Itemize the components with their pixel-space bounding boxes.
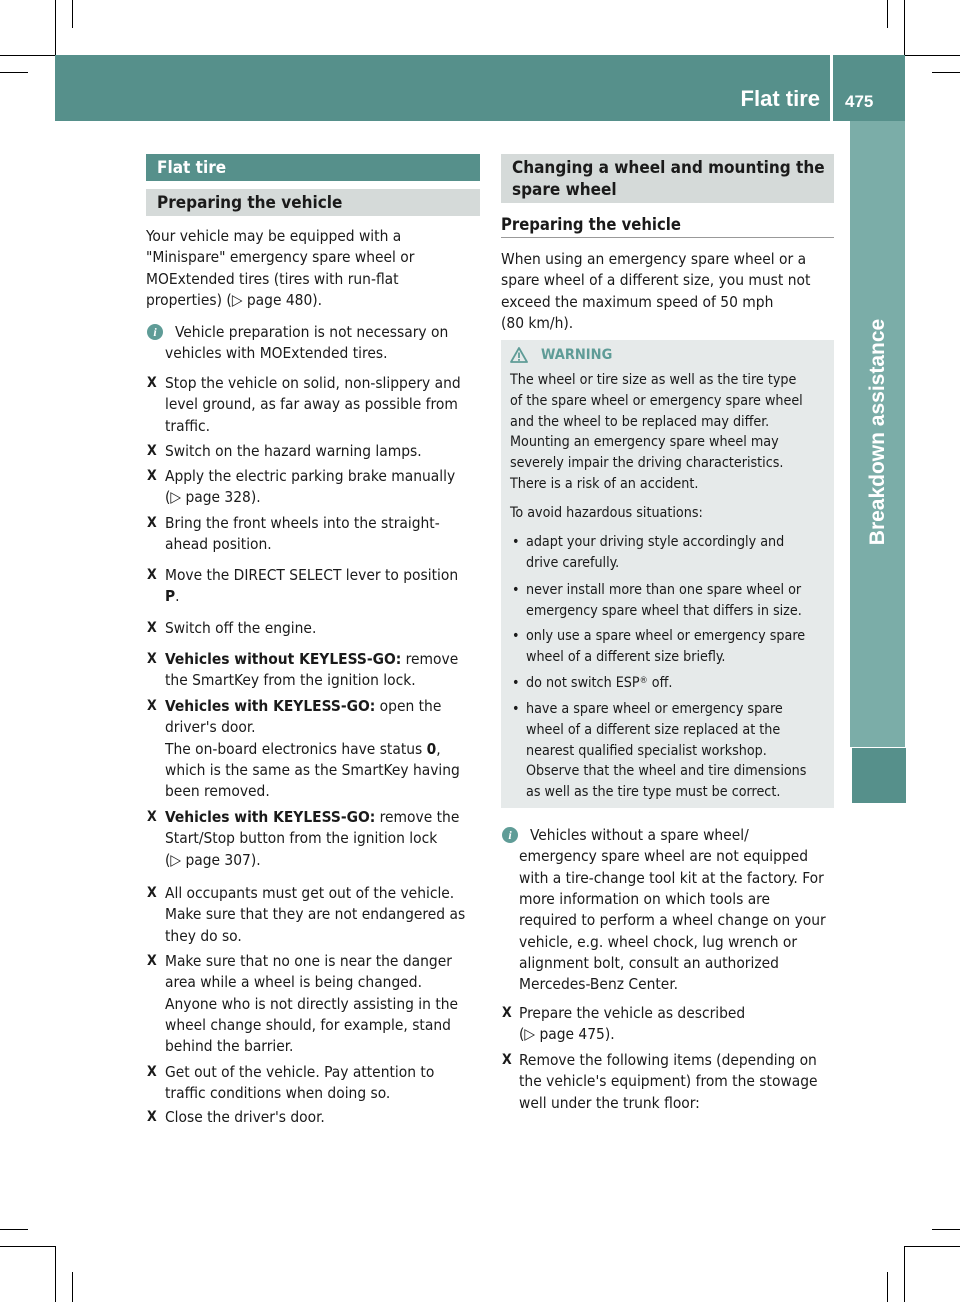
step-line: the SmartKey from the ignition lock. <box>165 671 416 690</box>
warning-bullet-line: as well as the tire type must be correct. <box>526 784 781 801</box>
crop-mark <box>0 55 55 56</box>
bullet-icon: • <box>512 628 520 644</box>
section-title-line: spare wheel <box>512 180 617 200</box>
step-line: P. <box>165 587 180 606</box>
position-letter: P <box>165 587 176 606</box>
warning-bullet-line: have a spare wheel or emergency spare <box>526 701 783 717</box>
step-line: (▷ page 328). <box>165 488 261 507</box>
note-line: vehicles with MOExtended tires. <box>165 344 388 363</box>
step-line: Start/Stop button from the ignition lock <box>165 829 438 848</box>
step-label-bold: Vehicles with KEYLESS-GO: <box>165 808 376 826</box>
crop-mark <box>0 1246 55 1247</box>
crop-mark <box>905 1246 960 1247</box>
step-line: Anyone who is not directly assisting in the <box>165 994 459 1013</box>
crop-mark <box>0 72 28 73</box>
step-line: Make sure that no one is near the danger <box>165 952 452 970</box>
status-value: 0 <box>426 739 437 758</box>
warning-line: and the wheel to be replaced may differ. <box>510 413 770 430</box>
bullet-icon: • <box>512 675 520 691</box>
crop-mark <box>55 0 56 55</box>
crop-mark <box>72 1272 73 1302</box>
note-line: alignment bolt, consult an authorized <box>519 953 779 972</box>
step-marker-icon: X <box>502 1005 512 1021</box>
subsection-title: Preparing the vehicle <box>146 189 480 216</box>
page-number: 475 <box>845 92 874 111</box>
step-line: level ground, as far away as possible from <box>165 395 458 414</box>
step-marker-icon: X <box>147 515 157 531</box>
warning-bullet-line: do not switch ESP® off. <box>526 675 673 691</box>
section-title-line: Changing a wheel and mounting the <box>512 158 825 178</box>
warning-bullet-line: never install more than one spare wheel or <box>526 582 802 598</box>
step-line: Make sure that they are not endangered as <box>165 905 466 924</box>
step-marker-icon: X <box>147 443 157 459</box>
crop-mark <box>72 0 73 28</box>
step-line: Switch on the hazard warning lamps. <box>165 442 422 460</box>
step-line <box>165 807 459 828</box>
header-title: Flat tire <box>740 86 820 111</box>
step-marker-icon: X <box>147 567 157 583</box>
warning-title: WARNING <box>541 347 613 363</box>
intro-line: spare wheel of a different size, you must not <box>501 271 811 290</box>
step-line: Remove the following items (depending on <box>519 1051 817 1069</box>
step-label-bold: Vehicles without KEYLESS-GO: <box>165 650 402 668</box>
bullet-icon: • <box>512 534 520 550</box>
step-marker-icon: X <box>147 698 157 714</box>
step-text: remove <box>401 650 459 668</box>
section-title: Flat tire <box>146 154 480 181</box>
intro-line: properties) (▷ page 480). <box>146 290 323 309</box>
step-line: behind the barrier. <box>165 1037 294 1056</box>
warning-icon <box>510 347 528 363</box>
warning-bullet-line: wheel of a different size replaced at the <box>526 721 781 738</box>
step-label-bold: Vehicles with KEYLESS-GO: <box>165 697 376 715</box>
registered-mark: ® <box>639 676 648 686</box>
subheading-rule <box>501 237 834 238</box>
step-line: Bring the front wheels into the straight- <box>165 514 440 532</box>
step-line <box>165 649 458 670</box>
warning-line: There is a risk of an accident. <box>510 476 699 492</box>
step-line: the vehicle's equipment) from the stowage <box>519 1072 818 1091</box>
warning-line: To avoid hazardous situations: <box>510 505 703 521</box>
step-line: well under the trunk floor: <box>519 1093 700 1112</box>
step-marker-icon: X <box>147 1109 157 1125</box>
info-icon: i <box>502 827 518 843</box>
intro-line: (80 km/h). <box>501 313 574 332</box>
warning-bullet-line: nearest qualified specialist workshop. <box>526 742 767 759</box>
crop-mark <box>0 1229 28 1230</box>
note-line: required to perform a wheel change on your <box>519 911 826 930</box>
note-line: vehicle, e.g. wheel chock, lug wrench or <box>519 932 798 951</box>
bullet-icon: • <box>512 701 520 717</box>
crop-mark <box>887 1272 888 1302</box>
warning-line: The wheel or tire size as well as the tire type <box>510 372 797 388</box>
step-marker-icon: X <box>147 1064 157 1080</box>
step-line: driver's door. <box>165 718 256 737</box>
step-marker-icon: X <box>147 953 157 969</box>
step-line: area while a wheel is being changed. <box>165 973 422 992</box>
section-title <box>501 154 834 203</box>
note-line: Vehicles without a spare wheel/ <box>530 826 749 844</box>
info-icon: i <box>147 324 163 340</box>
warning-line: Mounting an emergency spare wheel may <box>510 434 779 451</box>
crop-mark <box>887 0 888 28</box>
step-line: been removed. <box>165 782 270 801</box>
warning-bullet-line: emergency spare wheel that differs in size. <box>526 602 802 619</box>
crop-mark <box>905 55 960 56</box>
step-marker-icon: X <box>147 375 157 391</box>
warning-bullet-line: only use a spare wheel or emergency spare <box>526 628 806 644</box>
warning-bullet-line: Observe that the wheel and tire dimensions <box>526 763 807 780</box>
step-marker-icon: X <box>147 620 157 636</box>
step-line: All occupants must get out of the vehicle. <box>165 884 455 902</box>
step-line: The on-board electronics have status 0, <box>165 739 441 758</box>
warning-line: severely impair the driving characteristics. <box>510 455 784 472</box>
note-line: Mercedes-Benz Center. <box>519 975 678 994</box>
warning-bullet-line: wheel of a different size briefly. <box>526 648 726 665</box>
step-line: Prepare the vehicle as described <box>519 1004 746 1022</box>
step-marker-icon: X <box>147 809 157 825</box>
step-text: remove the <box>375 808 460 826</box>
step-line: ahead position. <box>165 535 272 554</box>
note-line: emergency spare wheel are not equipped <box>519 847 809 866</box>
step-line <box>165 696 441 717</box>
step-line: traffic conditions when doing so. <box>165 1084 391 1103</box>
step-line: Get out of the vehicle. Pay attention to <box>165 1063 435 1081</box>
step-line: (▷ page 475). <box>519 1025 615 1044</box>
crop-mark <box>932 72 960 73</box>
note-line: more information on which tools are <box>519 889 771 908</box>
step-line: they do so. <box>165 926 242 945</box>
warning-line: of the spare wheel or emergency spare wheel <box>510 392 803 409</box>
crop-mark <box>904 1246 905 1302</box>
step-line: (▷ page 307). <box>165 850 261 869</box>
step-marker-icon: X <box>147 651 157 667</box>
intro-line: When using an emergency spare wheel or a <box>501 250 807 268</box>
crop-mark <box>932 1229 960 1230</box>
step-line: Stop the vehicle on solid, non-slippery and <box>165 374 461 392</box>
side-tab-label: Breakdown assistance <box>866 318 889 546</box>
intro-line: Your vehicle may be equipped with a <box>146 227 402 245</box>
step-line: Close the driver's door. <box>165 1108 325 1126</box>
header-separator <box>830 55 833 121</box>
step-line: traffic. <box>165 416 210 435</box>
warning-bullet-line: adapt your driving style accordingly and <box>526 534 785 550</box>
crop-mark <box>904 0 905 55</box>
intro-line: MOExtended tires (tires with run-flat <box>146 269 399 288</box>
warning-bullet-line: drive carefully. <box>526 554 620 571</box>
intro-line: "Minispare" emergency spare wheel or <box>146 248 415 267</box>
step-marker-icon: X <box>147 468 157 484</box>
side-tab-marker <box>852 748 906 803</box>
step-marker-icon: X <box>147 885 157 901</box>
step-line: which is the same as the SmartKey having <box>165 760 460 779</box>
step-line: wheel change should, for example, stand <box>165 1015 451 1034</box>
note-line: Vehicle preparation is not necessary on <box>175 323 449 341</box>
bullet-icon: • <box>512 582 520 598</box>
step-marker-icon: X <box>502 1052 512 1068</box>
step-line: Apply the electric parking brake manually <box>165 467 456 485</box>
crop-mark <box>55 1246 56 1302</box>
intro-line: exceed the maximum speed of 50 mph <box>501 292 774 311</box>
step-line: Move the DIRECT SELECT lever to position <box>165 566 459 584</box>
note-line: with a tire-change tool kit at the factory. For <box>519 868 824 887</box>
step-text: open the <box>375 697 442 715</box>
step-line: Switch off the engine. <box>165 619 317 637</box>
subheading: Preparing the vehicle <box>501 215 681 234</box>
